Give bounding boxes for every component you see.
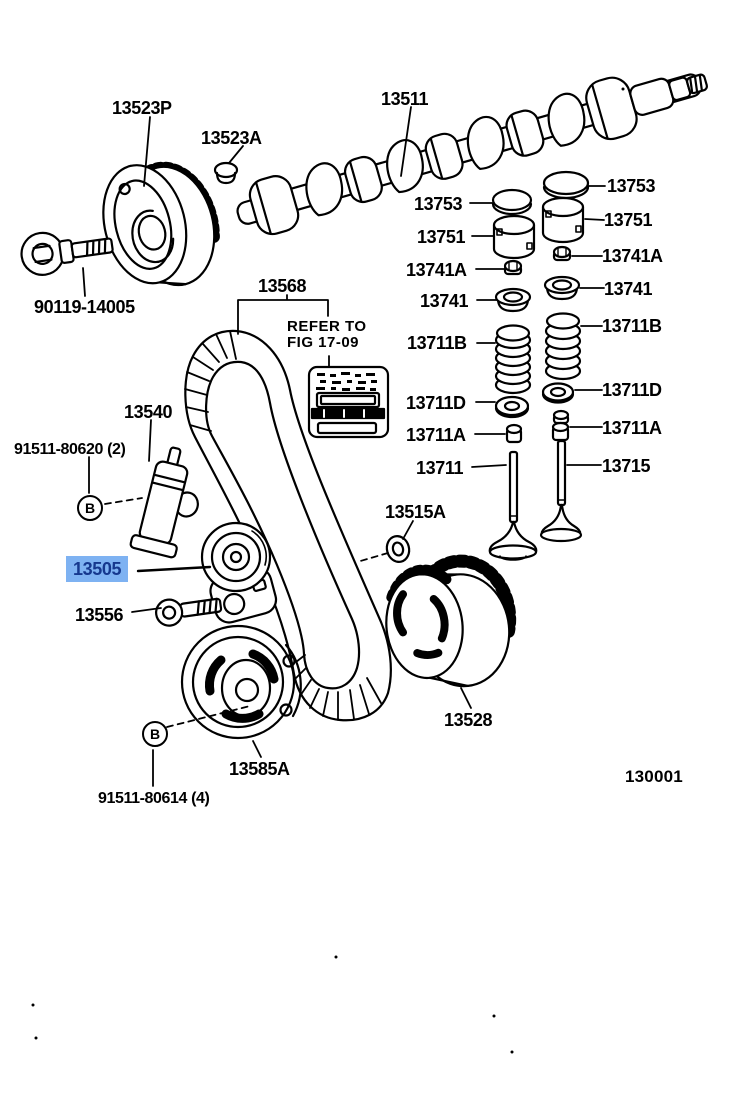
belt-tensioner-drawing (130, 443, 210, 560)
part-label-13556[interactable]: 13556 (75, 605, 124, 625)
part-label-13751-right[interactable]: 13751 (604, 210, 653, 230)
part-label-13711[interactable]: 13711 (416, 458, 464, 478)
part-label-13711b-right[interactable]: 13711B (602, 316, 662, 336)
figure-code: 130001 (625, 767, 683, 786)
part-label-13568[interactable]: 13568 (258, 276, 307, 296)
valve-lifter-shim-drawings (493, 172, 588, 258)
part-label-13715[interactable]: 13715 (602, 456, 651, 476)
refer-note-line2: FIG 17-09 (287, 334, 360, 351)
part-label-13711a-right[interactable]: 13711A (602, 418, 662, 438)
refer-note (287, 319, 367, 351)
part-label-13523p[interactable]: 13523P (112, 98, 172, 118)
part-label-13711d-right[interactable]: 13711D (602, 380, 662, 400)
part-label-13751-left[interactable]: 13751 (417, 227, 466, 247)
caution-label-drawing (309, 367, 388, 437)
refer-note-line1: REFER TO (287, 318, 367, 335)
part-label-13753-right[interactable]: 13753 (607, 176, 656, 196)
part-label-13741a-right[interactable]: 13741A (602, 246, 663, 266)
part-label-13741-right[interactable]: 13741 (604, 279, 653, 299)
part-label-13585a[interactable]: 13585A (229, 759, 290, 779)
pulley-bolt-drawing (19, 223, 115, 277)
ref-symbol-b-top: B (77, 495, 103, 521)
belt-cover-grommet-drawing (384, 534, 412, 565)
part-label-13753-left[interactable]: 13753 (414, 194, 463, 214)
part-label-90119-14005[interactable]: 90119-14005 (34, 297, 135, 317)
part-label-13540[interactable]: 13540 (124, 402, 173, 422)
camshaft-timing-pulley-drawing (91, 150, 226, 300)
part-label-13711a-left[interactable]: 13711A (406, 425, 466, 445)
part-label-13528[interactable]: 13528 (444, 710, 493, 730)
part-label-91511-80620[interactable]: 91511-80620 (2) (14, 441, 126, 458)
part-label-91511-80614[interactable]: 91511-80614 (4) (98, 790, 210, 807)
part-label-13523a[interactable]: 13523A (201, 128, 262, 148)
part-label-13511[interactable]: 13511 (381, 89, 429, 109)
part-label-13515a[interactable]: 13515A (385, 502, 446, 522)
part-label-13741-left[interactable]: 13741 (420, 291, 469, 311)
crankshaft-pulley-flange-drawing (182, 626, 301, 738)
part-label-13741a-left[interactable]: 13741A (406, 260, 467, 280)
ref-symbol-b-bottom: B (142, 721, 168, 747)
part-label-13711b-left[interactable]: 13711B (407, 333, 467, 353)
part-label-13711d-left[interactable]: 13711D (406, 393, 466, 413)
camshaft-cap-drawing (215, 163, 237, 183)
valve-train-parts-drawings (490, 247, 581, 560)
part-label-13505-highlighted[interactable]: 13505 (66, 556, 128, 582)
crankshaft-timing-gear-drawing (380, 556, 516, 693)
